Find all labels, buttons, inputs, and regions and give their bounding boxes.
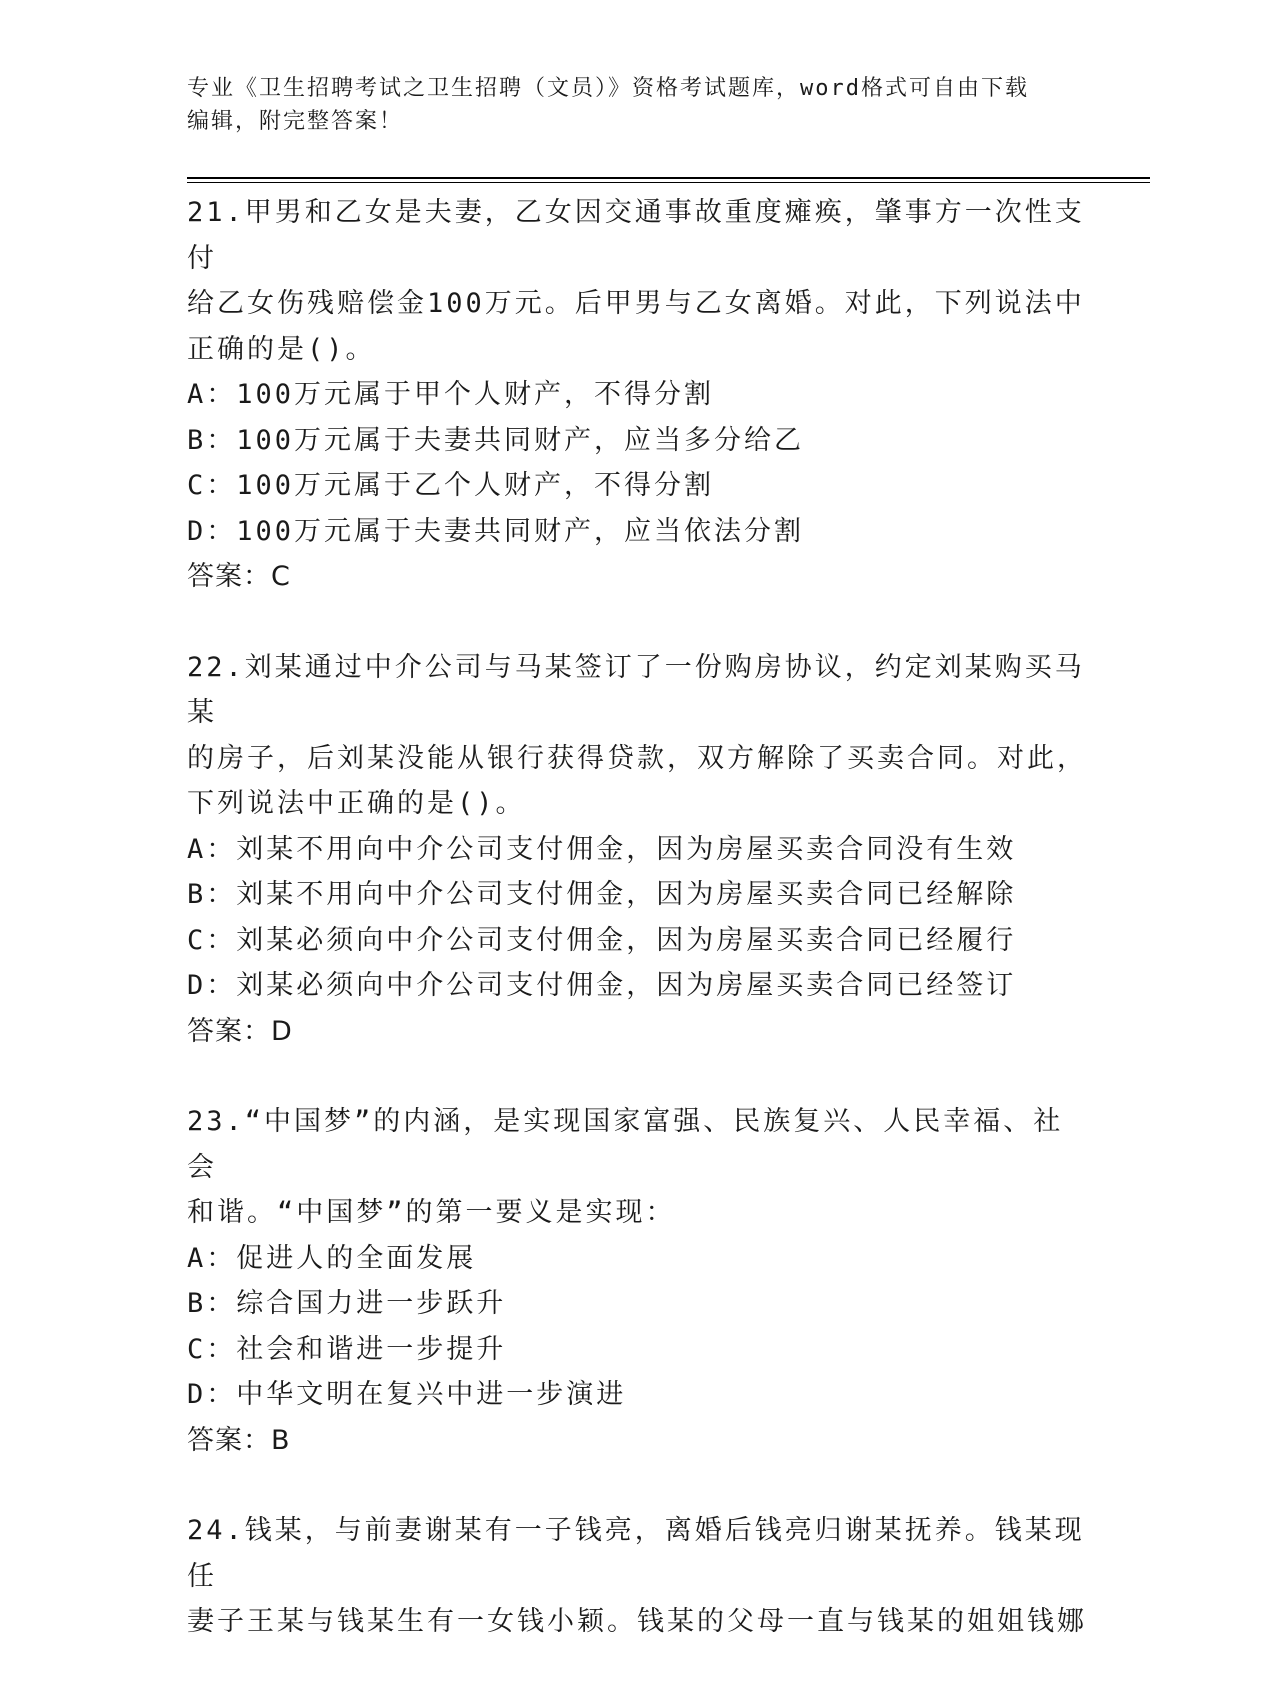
question-stem-line: 和谐。“中国梦”的第一要义是实现：	[187, 1197, 676, 1228]
header-divider-thin	[187, 182, 1150, 183]
header-line-1: 专业《卫生招聘考试之卫生招聘（文员）》资格考试题库，word格式可自由下载	[187, 76, 1029, 101]
answer: 答案：B	[187, 1424, 291, 1456]
option-a: A：100万元属于甲个人财产，不得分割	[187, 379, 715, 410]
option-b: B：100万元属于夫妻共同财产，应当多分给乙	[187, 424, 805, 456]
option-b: B：综合国力进一步跃升	[187, 1288, 507, 1319]
question-stem-line: 的房子，后刘某没能从银行获得贷款，双方解除了买卖合同。对此，	[187, 742, 1087, 774]
question-22	[187, 645, 1087, 1055]
header-divider-thick	[187, 177, 1150, 179]
question-21	[187, 190, 1087, 600]
question-24	[187, 1508, 1087, 1645]
answer: 答案：C	[187, 561, 291, 592]
document-header	[187, 72, 1067, 138]
option-c: C：100万元属于乙个人财产，不得分割	[187, 470, 715, 501]
question-stem-line: 23.“中国梦”的内涵，是实现国家富强、民族复兴、人民幸福、社会	[187, 1106, 1064, 1183]
option-a: A：刘某不用向中介公司支付佣金，因为房屋买卖合同没有生效	[187, 833, 1017, 865]
question-stem-line: 正确的是()。	[187, 333, 376, 365]
option-c: C：社会和谐进一步提升	[187, 1333, 507, 1365]
question-stem-line: 妻子王某与钱某生有一女钱小颖。钱某的父母一直与钱某的姐姐钱娜	[187, 1606, 1087, 1637]
question-stem-line: 给乙女伤残赔偿金100万元。后甲男与乙女离婚。对此，下列说法中	[187, 288, 1085, 319]
header-line-2: 编辑，附完整答案！	[187, 109, 404, 134]
option-a: A：促进人的全面发展	[187, 1242, 477, 1274]
question-stem-line: 22.刘某通过中介公司与马某签订了一份购房协议，约定刘某购买马某	[187, 651, 1085, 728]
option-d: D：刘某必须向中介公司支付佣金，因为房屋买卖合同已经签订	[187, 970, 1017, 1001]
option-d: D：100万元属于夫妻共同财产，应当依法分割	[187, 515, 805, 547]
question-stem-line: 下列说法中正确的是()。	[187, 788, 526, 819]
question-stem-line: 24.钱某，与前妻谢某有一子钱亮，离婚后钱亮归谢某抚养。钱某现任	[187, 1515, 1085, 1592]
question-23	[187, 1099, 1087, 1463]
option-d: D：中华文明在复兴中进一步演进	[187, 1379, 627, 1410]
question-list	[187, 190, 1087, 1690]
option-c: C：刘某必须向中介公司支付佣金，因为房屋买卖合同已经履行	[187, 924, 1017, 956]
answer: 答案：D	[187, 1015, 293, 1047]
option-b: B：刘某不用向中介公司支付佣金，因为房屋买卖合同已经解除	[187, 879, 1017, 910]
question-stem-line: 21.甲男和乙女是夫妻，乙女因交通事故重度瘫痪，肇事方一次性支付	[187, 197, 1085, 274]
